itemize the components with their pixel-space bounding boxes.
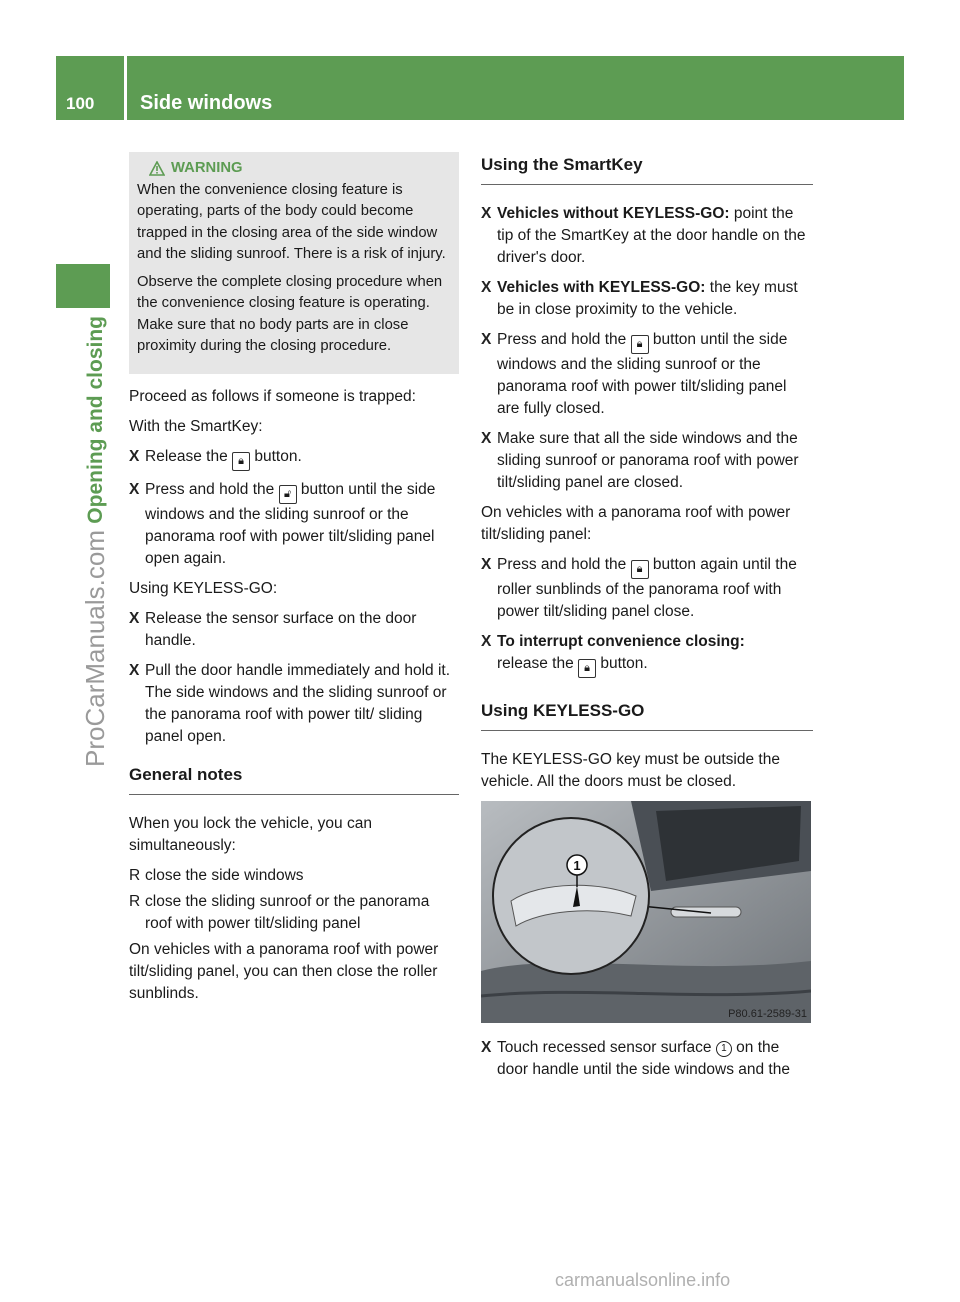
step-text: Press and hold the [497,331,627,348]
unlock-icon: 🔓︎ [279,485,297,504]
warning-text-1: When the convenience closing feature is operating, parts of the body could become trapped in the closing area of the side window and the sliding sunroof. There is a risk of injury. [137,181,446,262]
step-marker-icon: X [129,447,140,465]
header-divider [124,56,127,120]
general-notes-intro: When you lock the vehicle, you can simultaneously: [129,814,372,854]
step-text: the key must be in close proximity to the vehicle. [497,279,798,318]
lock-icon: 🔒︎ [578,659,596,678]
section-title: Side windows [140,92,273,114]
list-item-text: close the side windows [145,866,304,884]
step-without-keyless [481,203,813,269]
photo-code: P80.61-2589-31 [728,1008,807,1020]
smartkey-label: With the SmartKey: [129,417,263,435]
page-header [56,56,904,120]
step-bold: To interrupt convenience closing: [497,633,745,650]
side-watermark: ProCarManuals.com [80,530,110,767]
step-text: on the door handle until the side windows and the [497,1039,790,1078]
step-close-sunblinds [481,554,813,623]
step-text: button. [254,447,302,465]
step-release-lock [129,446,459,471]
list-item [129,891,459,935]
car-door-illustration [481,801,811,1023]
step-bold: Vehicles with KEYLESS-GO: [497,279,706,296]
step-text: Press and hold the [497,556,627,573]
general-notes-text: On vehicles with a panorama roof with power tilt/sliding panel, you can then close the roller sunblinds. [129,940,439,1002]
lock-icon: 🔒︎ [631,335,649,354]
warning-text-2: Observe the complete closing procedure when the convenience closing feature is operating. Make sure that no body parts are in close proximity during the closing procedure. [137,273,443,354]
general-notes-heading: General notes [129,764,459,795]
panorama-note: On vehicles with a panorama roof with power tilt/sliding panel: [481,504,791,543]
step-marker-icon: X [481,633,492,650]
lock-icon: 🔒︎ [631,560,649,579]
callout-number: 1 [573,858,581,873]
step-text: Release the sensor surface on the door handle. [145,609,417,649]
step-bold: Vehicles without KEYLESS-GO: [497,205,730,222]
step-marker-icon: X [481,331,492,348]
warning-heading [149,158,451,180]
list-item-text: close the sliding sunroof or the panorama roof with power tilt/sliding panel [145,892,430,932]
step-check-closed [481,428,813,494]
step-text: Press and hold the [145,480,275,498]
step-press-unlock [129,479,459,570]
step-text: button again until the roller sunblinds of the panorama roof with power tilt/sliding panel close. [497,556,797,620]
lock-icon: 🔒︎ [232,452,250,471]
smartkey-heading: Using the SmartKey [481,154,813,185]
step-text: button until the side windows and the sliding sunroof or the panorama roof with power tilt/sliding panel are fully closed. [497,331,788,417]
trapped-intro: Proceed as follows if someone is trapped: [129,387,416,405]
warning-box [129,152,459,374]
step-interrupt [481,631,813,678]
step-text: button until the side windows and the sliding sunroof or the panorama roof with power tilt/sliding panel open again. [145,480,436,567]
step-marker-icon: X [481,556,492,573]
step-text: Release the [145,447,228,465]
left-column [129,152,459,1013]
footer-watermark: carmanualsonline.info [555,1270,731,1290]
bullet-icon: R [129,866,141,884]
step-text: Touch recessed sensor surface [497,1039,712,1056]
callout-ref-icon: 1 [716,1041,732,1057]
step-marker-icon: X [481,205,492,222]
step-pull-handle [129,660,459,748]
keyless-intro: The KEYLESS-GO key must be outside the vehicle. All the doors must be closed. [481,751,780,790]
step-marker-icon: X [481,430,492,447]
step-text: point the tip of the SmartKey at the door handle on the driver's door. [497,205,806,266]
step-text: Make sure that all the side windows and the sliding sunroof or panorama roof with power tilt/sliding panel are closed. [497,430,799,491]
step-press-lock [481,329,813,420]
step-marker-icon: X [481,279,492,296]
step-marker-icon: X [129,661,140,679]
step-text: release the [497,655,574,672]
step-release-sensor [129,608,459,652]
chapter-tab [56,264,110,308]
keyless-heading: Using KEYLESS-GO [481,700,813,731]
step-result: The side windows and the sliding sunroof or the panorama roof with power tilt/ sliding panel open. [145,683,447,745]
step-with-keyless [481,277,813,321]
step-touch-sensor [481,1037,813,1081]
bullet-icon: R [129,892,141,910]
step-marker-icon: X [129,609,140,627]
list-item [129,865,459,887]
step-text: Pull the door handle immediately and hold it. [145,661,451,679]
step-marker-icon: X [129,480,140,498]
step-marker-icon: X [481,1039,492,1056]
page-number: 100 [66,94,95,113]
warning-triangle-icon [149,161,165,176]
door-handle-photo [481,801,811,1023]
right-column [481,150,813,1089]
keyless-label: Using KEYLESS-GO: [129,579,278,597]
warning-label: WARNING [171,160,243,176]
chapter-label: Opening and closing [84,316,107,524]
step-text: button. [600,655,648,672]
